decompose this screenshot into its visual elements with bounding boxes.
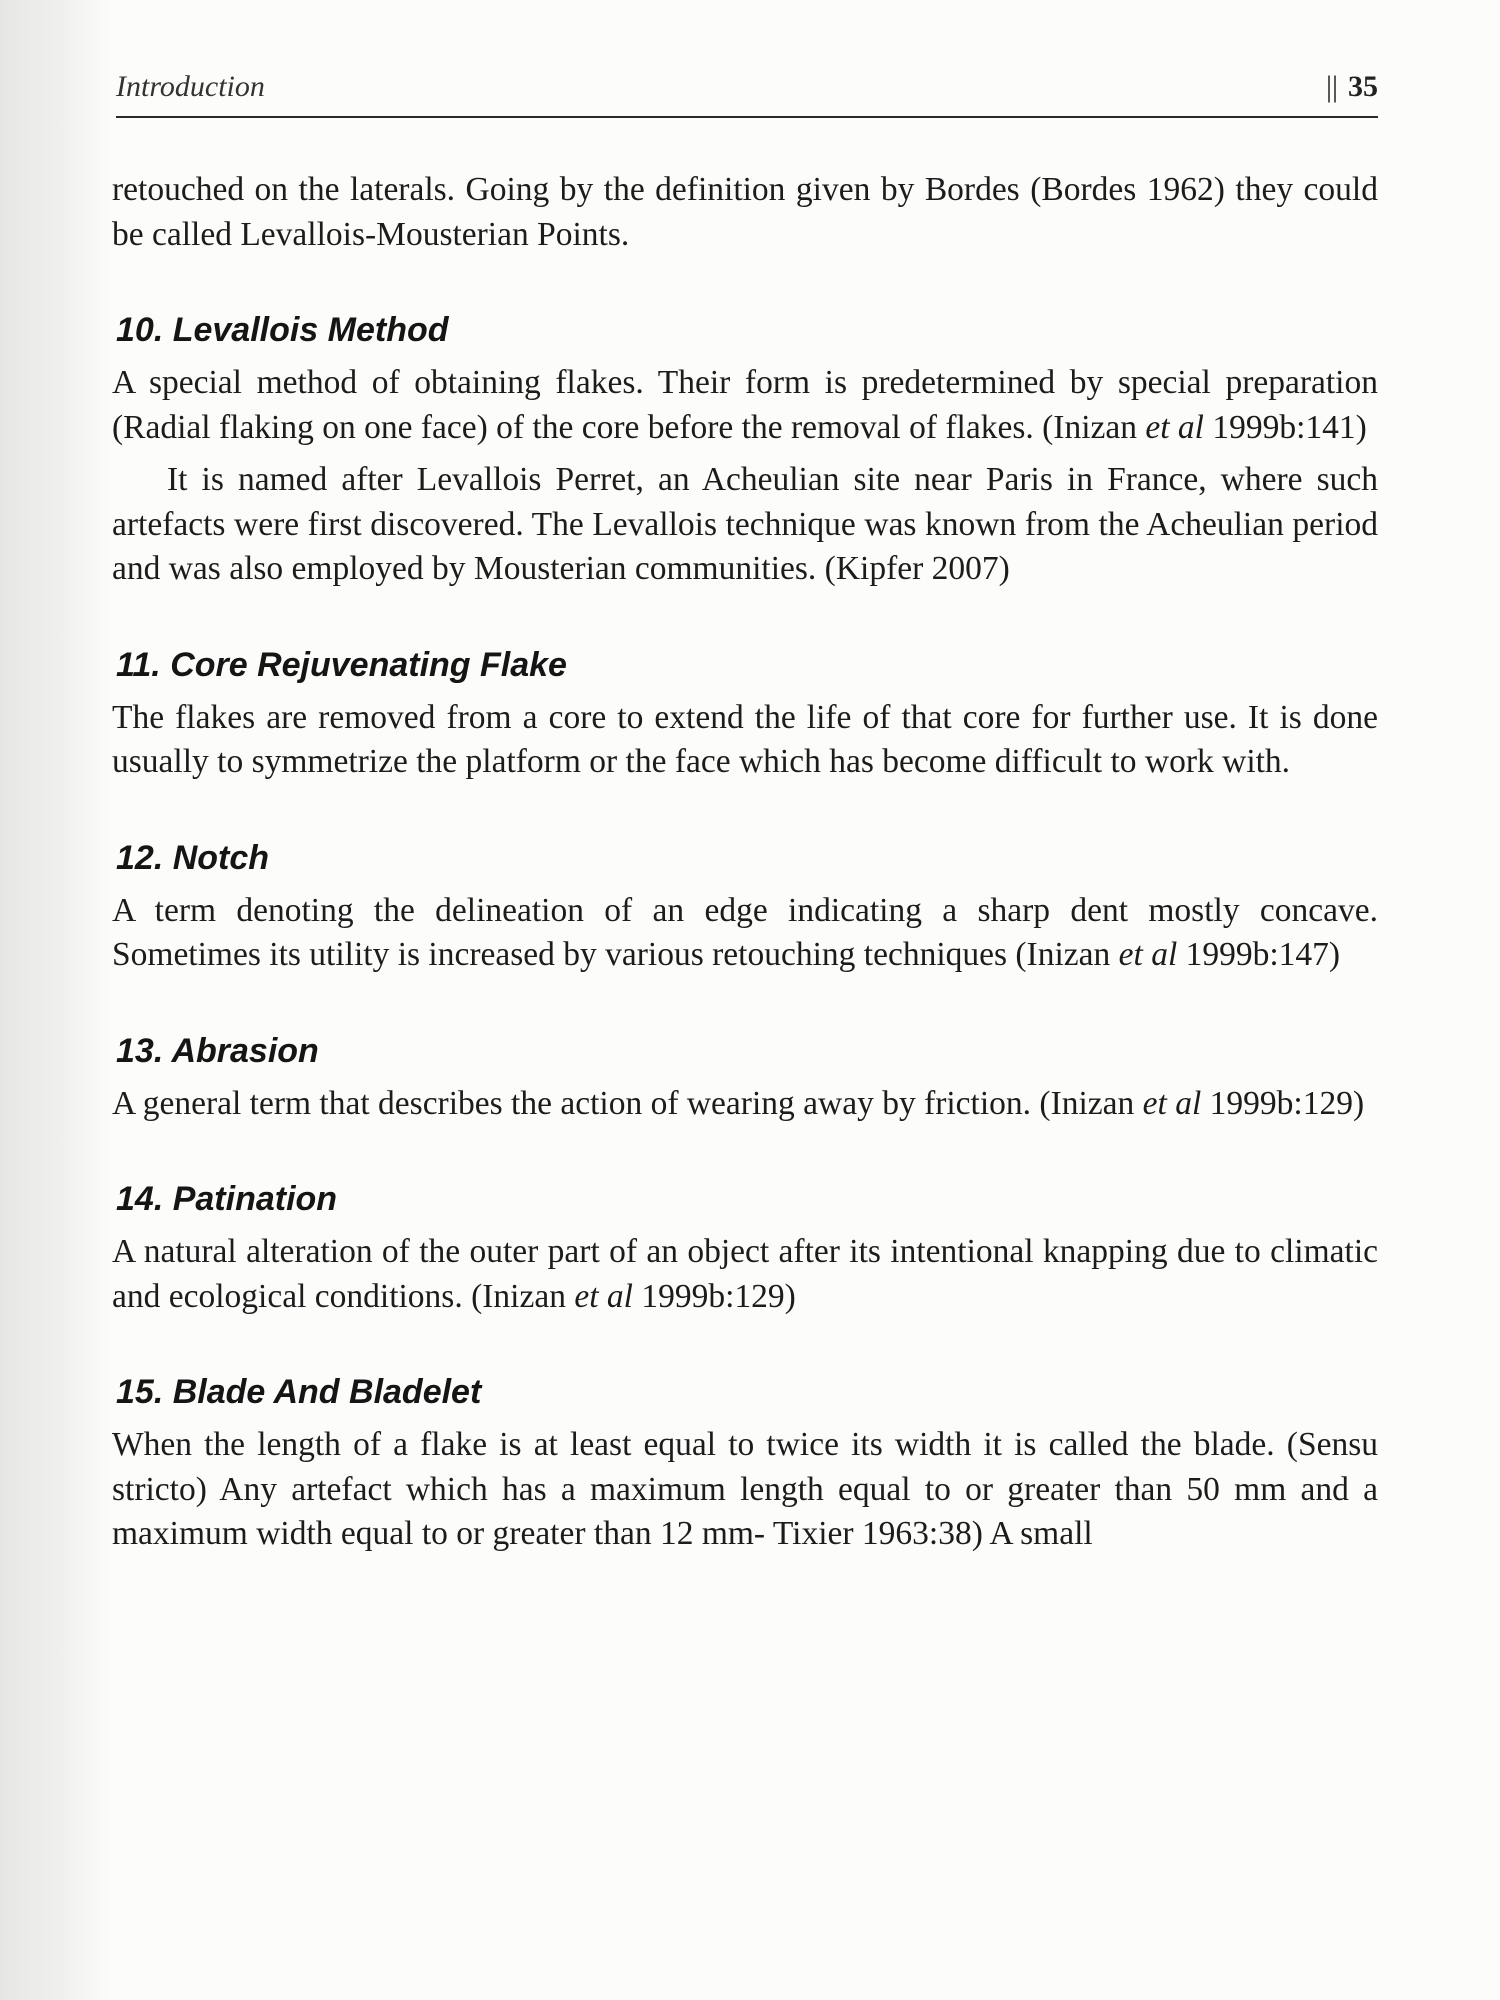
- citation-italic: et al: [1118, 936, 1178, 973]
- page-body: [112, 168, 1378, 1557]
- entry-paragraph: A term denoting the delineation of an edge indicating a sharp dent mostly concave. Sometimes its utility is increased by various retouching techniques (Inizan et al 1999b:147): [112, 891, 1378, 973]
- page-number: 35: [1348, 70, 1378, 103]
- header-section-title: Introduction: [116, 70, 265, 103]
- entry-heading-abrasion: 13. Abrasion: [116, 1031, 319, 1070]
- continued-paragraph: retouched on the laterals. Going by the definition given by Bordes (Bordes 1962) they could be called Levallois-Mousterian Points.: [112, 171, 1378, 253]
- entry-paragraph: A special method of obtaining flakes. Their form is predetermined by special preparation (Radial flaking on one face) of the core before the removal of flakes. (Inizan et al 1999b:141): [112, 364, 1378, 446]
- entry-paragraph: A general term that describes the action of wearing away by friction. (Inizan et al 1999b:129): [112, 1084, 1365, 1122]
- running-header: [116, 68, 1378, 118]
- header-page-number: [1326, 70, 1378, 104]
- entry-heading-notch: 12. Notch: [116, 838, 270, 877]
- entry-heading-blade-and-bladelet: 15. Blade And Bladelet: [116, 1373, 482, 1411]
- citation-italic: et al: [1145, 408, 1204, 446]
- entry-paragraph: When the length of a flake is at least equal to twice its width it is called the blade. (Sensu stricto) Any artefact which has a maximum length equal to or greater than 50 mm and a maximum width equal to or greater than 12 mm- Tixier 1963:38) A small: [112, 1426, 1378, 1552]
- entry-paragraph: A natural alteration of the outer part of an object after its intentional knapping due to climatic and ecological conditions. (Inizan et al 1999b:129): [112, 1233, 1378, 1315]
- binding-gutter-shadow: [0, 0, 112, 2000]
- citation-italic: et al: [574, 1277, 633, 1315]
- entry-heading-levallois-method: 10. Levallois Method: [116, 311, 449, 349]
- entry-paragraph: The flakes are removed from a core to extend the life of that core for further use. It is done usually to symmetrize the platform or the face which has become difficult to work with.: [112, 698, 1378, 780]
- entry-paragraph: It is named after Levallois Perret, an Acheulian site near Paris in France, where such artefacts were first discovered. The Levallois technique was known from the Acheulian period and was also employed by Mousterian communities. (Kipfer 2007): [112, 461, 1378, 587]
- entry-heading-patination: 14. Patination: [116, 1180, 338, 1218]
- header-separator: ||: [1325, 70, 1338, 103]
- citation-italic: et al: [1142, 1084, 1202, 1122]
- entry-heading-core-rejuvenating-flake: 11. Core Rejuvenating Flake: [116, 645, 567, 684]
